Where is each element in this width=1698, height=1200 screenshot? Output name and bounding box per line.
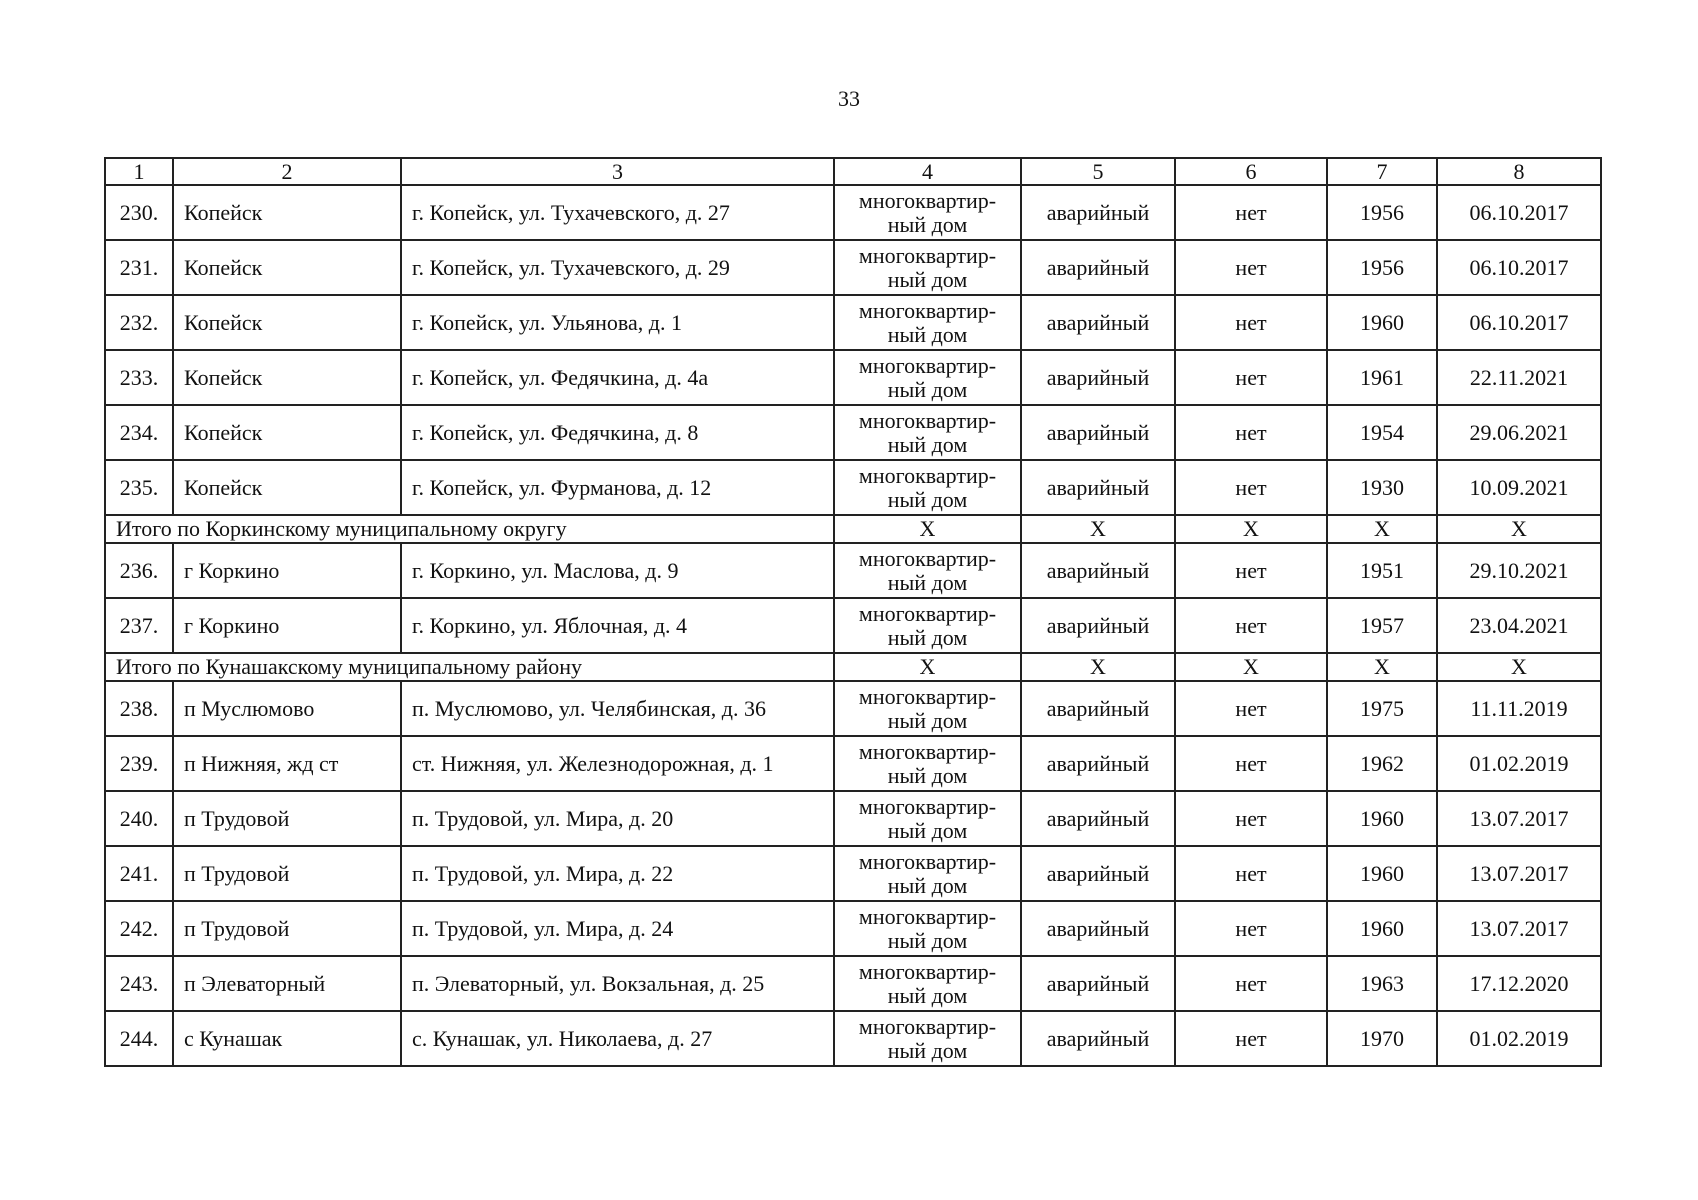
status-cell: аварийный [1021, 681, 1175, 736]
summary-mark: X [1175, 653, 1327, 681]
status-cell: аварийный [1021, 240, 1175, 295]
address-cell: п. Трудовой, ул. Мира, д. 24 [401, 901, 834, 956]
address-cell: п. Трудовой, ул. Мира, д. 22 [401, 846, 834, 901]
building-type-line-2: ный дом [887, 266, 968, 292]
column-number: 2 [173, 158, 401, 185]
date-cell: 13.07.2017 [1437, 791, 1601, 846]
building-type-cell [834, 240, 1021, 295]
summary-mark: X [834, 653, 1021, 681]
building-type-cell [834, 598, 1021, 653]
building-type-cell [834, 185, 1021, 240]
building-type-cell [834, 543, 1021, 598]
year-cell: 1960 [1327, 846, 1437, 901]
status-cell: аварийный [1021, 791, 1175, 846]
building-type-cell [834, 295, 1021, 350]
building-type-line-2: ный дом [887, 707, 968, 733]
building-type-line-1: многоквартир- [858, 958, 997, 984]
column-number: 6 [1175, 158, 1327, 185]
row-number: 236. [105, 543, 173, 598]
date-cell: 23.04.2021 [1437, 598, 1601, 653]
row-number: 244. [105, 1011, 173, 1066]
date-cell: 01.02.2019 [1437, 736, 1601, 791]
locality-cell: п Элеваторный [173, 956, 401, 1011]
table-row [105, 736, 1601, 791]
flag-cell: нет [1175, 736, 1327, 791]
locality-cell: г Коркино [173, 598, 401, 653]
building-type-line-1: многоквартир- [858, 793, 997, 819]
locality-cell: Копейск [173, 185, 401, 240]
status-cell: аварийный [1021, 543, 1175, 598]
table-row [105, 405, 1601, 460]
status-cell: аварийный [1021, 846, 1175, 901]
locality-cell: Копейск [173, 405, 401, 460]
locality-cell: п Трудовой [173, 846, 401, 901]
year-cell: 1957 [1327, 598, 1437, 653]
summary-row [105, 515, 1601, 543]
address-cell: г. Копейск, ул. Федячкина, д. 8 [401, 405, 834, 460]
building-type-line-2: ный дом [887, 211, 968, 237]
building-type-line-1: многоквартир- [858, 407, 997, 433]
flag-cell: нет [1175, 405, 1327, 460]
status-cell: аварийный [1021, 736, 1175, 791]
locality-cell: Копейск [173, 240, 401, 295]
year-cell: 1954 [1327, 405, 1437, 460]
year-cell: 1960 [1327, 901, 1437, 956]
table-row [105, 460, 1601, 515]
table-row [105, 956, 1601, 1011]
year-cell: 1951 [1327, 543, 1437, 598]
table-row [105, 598, 1601, 653]
flag-cell: нет [1175, 901, 1327, 956]
table-row [105, 791, 1601, 846]
column-number: 3 [401, 158, 834, 185]
year-cell: 1956 [1327, 185, 1437, 240]
flag-cell: нет [1175, 240, 1327, 295]
row-number: 232. [105, 295, 173, 350]
column-number: 5 [1021, 158, 1175, 185]
page-number: 33 [838, 86, 860, 111]
address-cell: п. Муслюмово, ул. Челябинская, д. 36 [401, 681, 834, 736]
flag-cell: нет [1175, 791, 1327, 846]
year-cell: 1970 [1327, 1011, 1437, 1066]
year-cell: 1961 [1327, 350, 1437, 405]
row-number: 242. [105, 901, 173, 956]
building-type-line-2: ный дом [887, 376, 968, 402]
status-cell: аварийный [1021, 460, 1175, 515]
building-type-line-2: ный дом [887, 817, 968, 843]
building-type-line-1: многоквартир- [858, 352, 997, 378]
address-cell: г. Коркино, ул. Маслова, д. 9 [401, 543, 834, 598]
building-type-line-2: ный дом [887, 321, 968, 347]
row-number: 239. [105, 736, 173, 791]
column-number: 4 [834, 158, 1021, 185]
building-type-line-2: ный дом [887, 569, 968, 595]
building-type-line-1: многоквартир- [858, 242, 997, 268]
row-number: 235. [105, 460, 173, 515]
building-type-cell [834, 405, 1021, 460]
locality-cell: Копейск [173, 350, 401, 405]
table-row [105, 543, 1601, 598]
locality-cell: Копейск [173, 295, 401, 350]
table-row [105, 295, 1601, 350]
column-number: 8 [1437, 158, 1601, 185]
building-type-line-1: многоквартир- [858, 903, 997, 929]
status-cell: аварийный [1021, 295, 1175, 350]
locality-cell: с Кунашак [173, 1011, 401, 1066]
year-cell: 1956 [1327, 240, 1437, 295]
row-number: 230. [105, 185, 173, 240]
year-cell: 1962 [1327, 736, 1437, 791]
locality-cell: п Трудовой [173, 791, 401, 846]
building-type-line-1: многоквартир- [858, 683, 997, 709]
row-number: 233. [105, 350, 173, 405]
row-number: 240. [105, 791, 173, 846]
building-type-line-1: многоквартир- [858, 187, 997, 213]
column-number: 1 [105, 158, 173, 185]
date-cell: 06.10.2017 [1437, 185, 1601, 240]
locality-cell: г Коркино [173, 543, 401, 598]
status-cell: аварийный [1021, 185, 1175, 240]
date-cell: 06.10.2017 [1437, 295, 1601, 350]
year-cell: 1975 [1327, 681, 1437, 736]
address-cell: г. Копейск, ул. Фурманова, д. 12 [401, 460, 834, 515]
table-row [105, 1011, 1601, 1066]
building-type-line-2: ный дом [887, 431, 968, 457]
date-cell: 17.12.2020 [1437, 956, 1601, 1011]
address-cell: г. Копейск, ул. Тухачевского, д. 27 [401, 185, 834, 240]
summary-label: Итого по Коркинскому муниципальному округу [105, 515, 834, 543]
table-body [105, 158, 1601, 1066]
address-cell: п. Трудовой, ул. Мира, д. 20 [401, 791, 834, 846]
building-type-line-2: ный дом [887, 927, 968, 953]
housing-registry-table [104, 157, 1602, 1067]
building-type-line-2: ный дом [887, 486, 968, 512]
summary-mark: X [1437, 653, 1601, 681]
table-row [105, 901, 1601, 956]
row-number: 237. [105, 598, 173, 653]
locality-cell: п Трудовой [173, 901, 401, 956]
status-cell: аварийный [1021, 1011, 1175, 1066]
flag-cell: нет [1175, 543, 1327, 598]
year-cell: 1960 [1327, 295, 1437, 350]
row-number: 238. [105, 681, 173, 736]
flag-cell: нет [1175, 598, 1327, 653]
building-type-line-2: ный дом [887, 624, 968, 650]
address-cell: г. Копейск, ул. Федячкина, д. 4а [401, 350, 834, 405]
locality-cell: п Муслюмово [173, 681, 401, 736]
building-type-line-1: многоквартир- [858, 297, 997, 323]
date-cell: 29.06.2021 [1437, 405, 1601, 460]
year-cell: 1930 [1327, 460, 1437, 515]
summary-row [105, 653, 1601, 681]
building-type-line-2: ный дом [887, 872, 968, 898]
date-cell: 22.11.2021 [1437, 350, 1601, 405]
flag-cell: нет [1175, 956, 1327, 1011]
building-type-cell [834, 846, 1021, 901]
building-type-cell [834, 791, 1021, 846]
status-cell: аварийный [1021, 901, 1175, 956]
summary-mark: X [1327, 653, 1437, 681]
date-cell: 01.02.2019 [1437, 1011, 1601, 1066]
table-row [105, 240, 1601, 295]
address-cell: с. Кунашак, ул. Николаева, д. 27 [401, 1011, 834, 1066]
flag-cell: нет [1175, 295, 1327, 350]
summary-label: Итого по Кунашакскому муниципальному району [105, 653, 834, 681]
summary-mark: X [834, 515, 1021, 543]
address-cell: г. Коркино, ул. Яблочная, д. 4 [401, 598, 834, 653]
locality-cell: Копейск [173, 460, 401, 515]
building-type-cell [834, 956, 1021, 1011]
locality-cell: п Нижняя, жд ст [173, 736, 401, 791]
building-type-line-2: ный дом [887, 982, 968, 1008]
row-number: 243. [105, 956, 173, 1011]
building-type-line-2: ный дом [887, 1037, 968, 1063]
summary-mark: X [1021, 653, 1175, 681]
building-type-line-1: многоквартир- [858, 545, 997, 571]
building-type-line-1: многоквартир- [858, 738, 997, 764]
status-cell: аварийный [1021, 598, 1175, 653]
year-cell: 1960 [1327, 791, 1437, 846]
building-type-line-1: многоквартир- [858, 1013, 997, 1039]
status-cell: аварийный [1021, 405, 1175, 460]
row-number: 231. [105, 240, 173, 295]
date-cell: 06.10.2017 [1437, 240, 1601, 295]
building-type-cell [834, 736, 1021, 791]
building-type-cell [834, 901, 1021, 956]
row-number: 241. [105, 846, 173, 901]
address-cell: г. Копейск, ул. Ульянова, д. 1 [401, 295, 834, 350]
flag-cell: нет [1175, 681, 1327, 736]
summary-mark: X [1437, 515, 1601, 543]
row-number: 234. [105, 405, 173, 460]
table-row [105, 846, 1601, 901]
date-cell: 13.07.2017 [1437, 901, 1601, 956]
status-cell: аварийный [1021, 956, 1175, 1011]
flag-cell: нет [1175, 350, 1327, 405]
building-type-cell [834, 350, 1021, 405]
building-type-cell [834, 681, 1021, 736]
year-cell: 1963 [1327, 956, 1437, 1011]
table-row [105, 681, 1601, 736]
date-cell: 10.09.2021 [1437, 460, 1601, 515]
flag-cell: нет [1175, 185, 1327, 240]
address-cell: г. Копейск, ул. Тухачевского, д. 29 [401, 240, 834, 295]
summary-mark: X [1021, 515, 1175, 543]
table-row [105, 350, 1601, 405]
column-number: 7 [1327, 158, 1437, 185]
flag-cell: нет [1175, 460, 1327, 515]
building-type-line-1: многоквартир- [858, 600, 997, 626]
date-cell: 11.11.2019 [1437, 681, 1601, 736]
address-cell: п. Элеваторный, ул. Вокзальная, д. 25 [401, 956, 834, 1011]
column-number-header [105, 158, 1601, 185]
building-type-cell [834, 1011, 1021, 1066]
summary-mark: X [1175, 515, 1327, 543]
building-type-line-1: многоквартир- [858, 462, 997, 488]
building-type-line-1: многоквартир- [858, 848, 997, 874]
summary-mark: X [1327, 515, 1437, 543]
flag-cell: нет [1175, 1011, 1327, 1066]
building-type-cell [834, 460, 1021, 515]
date-cell: 13.07.2017 [1437, 846, 1601, 901]
table-row [105, 185, 1601, 240]
flag-cell: нет [1175, 846, 1327, 901]
building-type-line-2: ный дом [887, 762, 968, 788]
address-cell: ст. Нижняя, ул. Железнодорожная, д. 1 [401, 736, 834, 791]
status-cell: аварийный [1021, 350, 1175, 405]
date-cell: 29.10.2021 [1437, 543, 1601, 598]
